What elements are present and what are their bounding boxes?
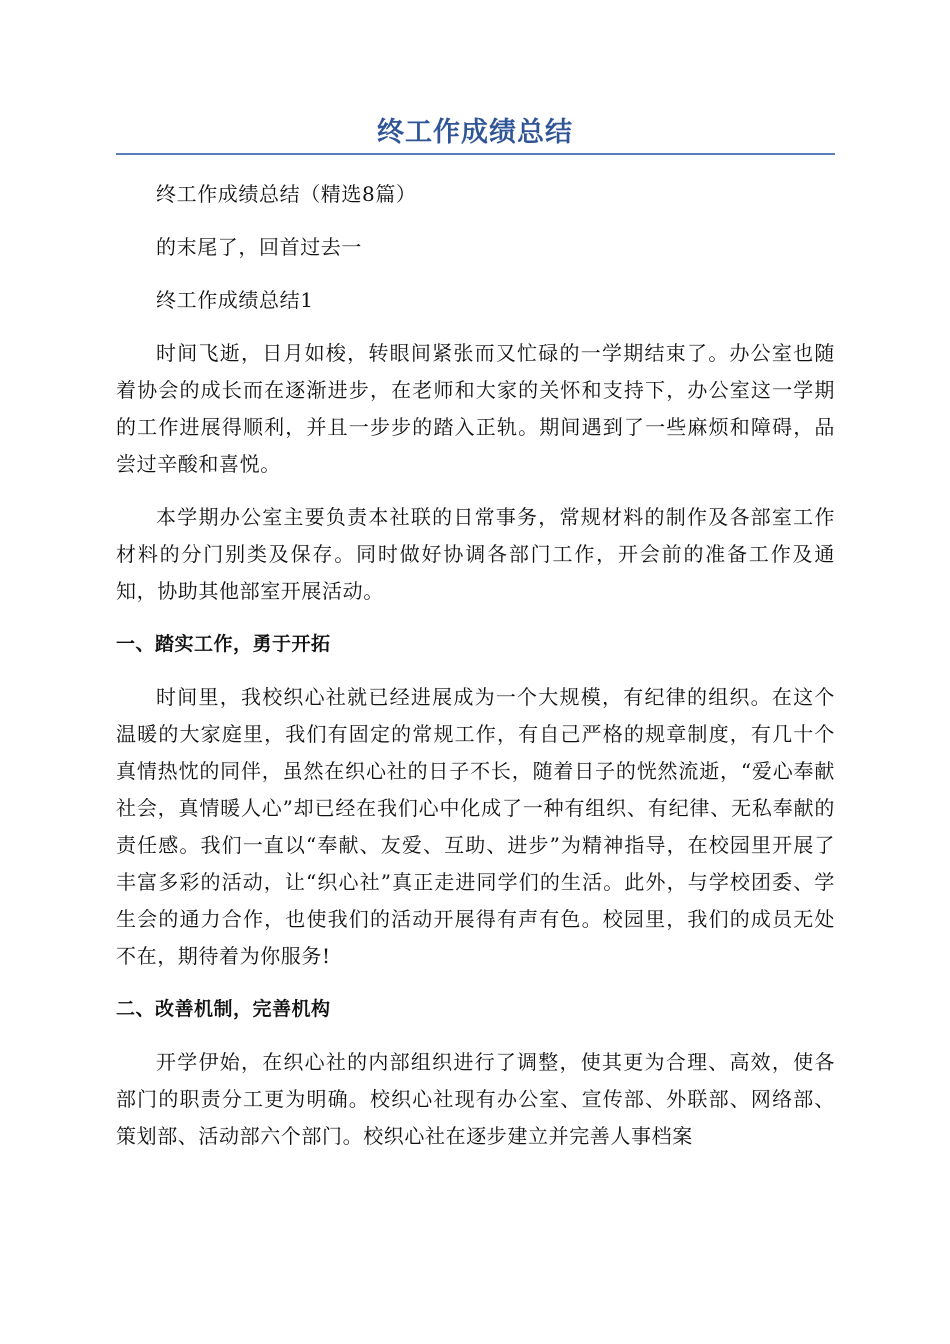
document-body [116, 176, 835, 1155]
article-heading: 终工作成绩总结1 [156, 288, 314, 312]
intro-paragraph: 的末尾了，回首过去一 [156, 235, 362, 259]
body-paragraph: 本学期办公室主要负责本社联的日常事务，常规材料的制作及各部室工作材料的分门别类及保存。同时做好协调各部门工作，开会前的准备工作及通知，协助其他部室开展活动。 [116, 505, 835, 603]
body-paragraph: 开学伊始，在织心社的内部组织进行了调整，使其更为合理、高效，使各部门的职责分工更为明确。校织心社现有办公室、宣传部、外联部、网络部、策划部、活动部六个部门。校织心社在逐步建立并完善人事档案 [116, 1050, 835, 1148]
title-underline [116, 153, 835, 155]
subtitle-paragraph: 终工作成绩总结（精选8篇） [156, 182, 417, 206]
body-paragraph: 时间里，我校织心社就已经进展成为一个大规模，有纪律的组织。在这个温暖的大家庭里，我们有固定的常规工作，有自己严格的规章制度，有几十个真情热忱的同伴，虽然在织心社的日子不长，随着日子的恍然流逝，“爱心奉献社会，真情暖人心”却已经在我们心中化成了一种有组织、有纪律、无私奉献的责任感。我们一直以“奉献、友爱、互助、进步”为精神指导，在校园里开展了丰富多彩的活动，让“织心社”真正走进同学们的生活。此外，与学校团委、学生会的通力合作，也使我们的活动开展得有声有色。校园里，我们的成员无处不在，期待着为你服务! [116, 685, 835, 968]
section-heading: 二、改善机制，完善机构 [116, 998, 331, 1020]
section-heading: 一、踏实工作，勇于开拓 [116, 633, 331, 655]
body-paragraph: 时间飞逝，日月如梭，转眼间紧张而又忙碌的一学期结束了。办公室也随着协会的成长而在逐渐进步，在老师和大家的关怀和支持下，办公室这一学期的工作进展得顺利，并且一步步的踏入正轨。期间遇到了一些麻烦和障碍，品尝过辛酸和喜悦。 [116, 341, 835, 476]
document-title: 终工作成绩总结 [377, 117, 573, 148]
